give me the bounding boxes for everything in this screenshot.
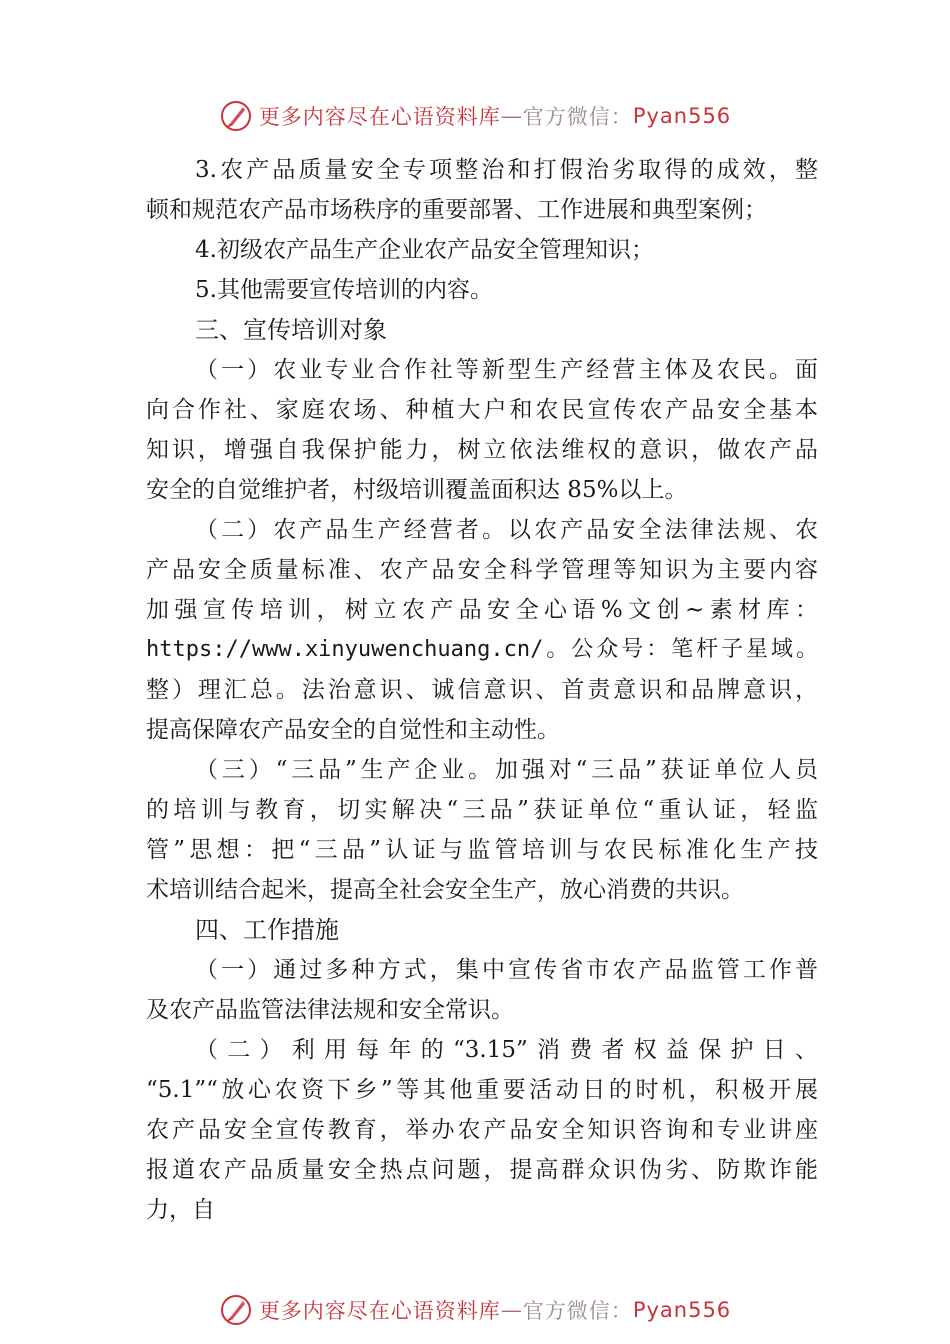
quill-logo-icon bbox=[219, 99, 253, 133]
text-line: （一）通过多种方式，集中宣传省市农产品监管工作普 bbox=[195, 957, 818, 983]
text-line: 加强宣传培训，树立农产品安全心语%文创~素材库： bbox=[146, 597, 818, 623]
text-line: 力，自 bbox=[146, 1197, 215, 1223]
quill-logo-icon bbox=[219, 1293, 253, 1327]
banner-site-text: 更多内容尽在心语资料库 bbox=[258, 1299, 501, 1323]
text-line: 向合作社、家庭农场、种植大户和农民宣传农产品安全基本 bbox=[146, 397, 818, 423]
text-line: （三）“三品”生产企业。加强对“三品”获证单位人员 bbox=[195, 757, 818, 783]
text-line: 提高保障农产品安全的自觉性和主动性。 bbox=[146, 717, 560, 743]
text-line: 农产品安全宣传教育，举办农产品安全知识咨询和专业讲座 bbox=[146, 1117, 818, 1143]
text-line-url: https://www.xinyuwenchuang.cn/。公众号：笔杆子星域。 bbox=[146, 637, 818, 662]
text-line: 安全的自觉维护者，村级培训覆盖面积达 85%以上。 bbox=[146, 477, 688, 503]
text-line: 3.农产品质量安全专项整治和打假治劣取得的成效，整 bbox=[195, 157, 818, 183]
banner-dash: — bbox=[500, 104, 523, 128]
text-line: 4.初级农产品生产企业农产品安全管理知识； bbox=[195, 237, 654, 263]
banner-wechat-id: Pyan556 bbox=[632, 104, 732, 128]
text-line: “5.1”“放心农资下乡”等其他重要活动日的时机，积极开展 bbox=[146, 1077, 818, 1103]
document-body bbox=[146, 150, 818, 1230]
text-line: 产品安全质量标准、农产品安全科学管理等知识为主要内容 bbox=[146, 557, 818, 583]
text-line: （一）农业专业合作社等新型生产经营主体及农民。面 bbox=[195, 357, 818, 383]
text-line: 管”思想：把“三品”认证与监管培训与农民标准化生产技 bbox=[146, 837, 818, 863]
text-line: 及农产品监管法律法规和安全常识。 bbox=[146, 997, 514, 1023]
section-heading: 三、宣传培训对象 bbox=[195, 316, 387, 344]
banner-site-text: 更多内容尽在心语资料库 bbox=[258, 105, 501, 129]
text-line: （二）农产品生产经营者。以农产品安全法律法规、农 bbox=[195, 517, 818, 543]
banner-dash: — bbox=[500, 1298, 523, 1322]
footer-banner bbox=[0, 1288, 950, 1332]
text-line: 的培训与教育，切实解决“三品”获证单位“重认证，轻监 bbox=[146, 797, 818, 823]
text-line: （二）利用每年的“3.15”消费者权益保护日、 bbox=[195, 1037, 818, 1063]
banner-wechat-label: 官方微信： bbox=[522, 105, 633, 129]
text-line: 5.其他需要宣传培训的内容。 bbox=[195, 277, 493, 303]
text-line: 术培训结合起米，提高全社会安全生产，放心消费的共识。 bbox=[146, 877, 744, 903]
text-line: 顿和规范农产品市场秩序的重要部署、工作进展和典型案例； bbox=[146, 197, 767, 223]
text-line: 报道农产品质量安全热点问题，提高群众识伪劣、防欺诈能 bbox=[146, 1157, 818, 1183]
banner-wechat-id: Pyan556 bbox=[632, 1298, 732, 1322]
text-line: 知识，增强自我保护能力，树立依法维权的意识，做农产品 bbox=[146, 437, 818, 463]
section-heading: 四、工作措施 bbox=[195, 916, 339, 944]
text-line: 整）理汇总。法治意识、诚信意识、首责意识和品牌意识， bbox=[146, 677, 818, 703]
header-banner bbox=[0, 94, 950, 138]
banner-wechat-label: 官方微信： bbox=[522, 1299, 633, 1323]
